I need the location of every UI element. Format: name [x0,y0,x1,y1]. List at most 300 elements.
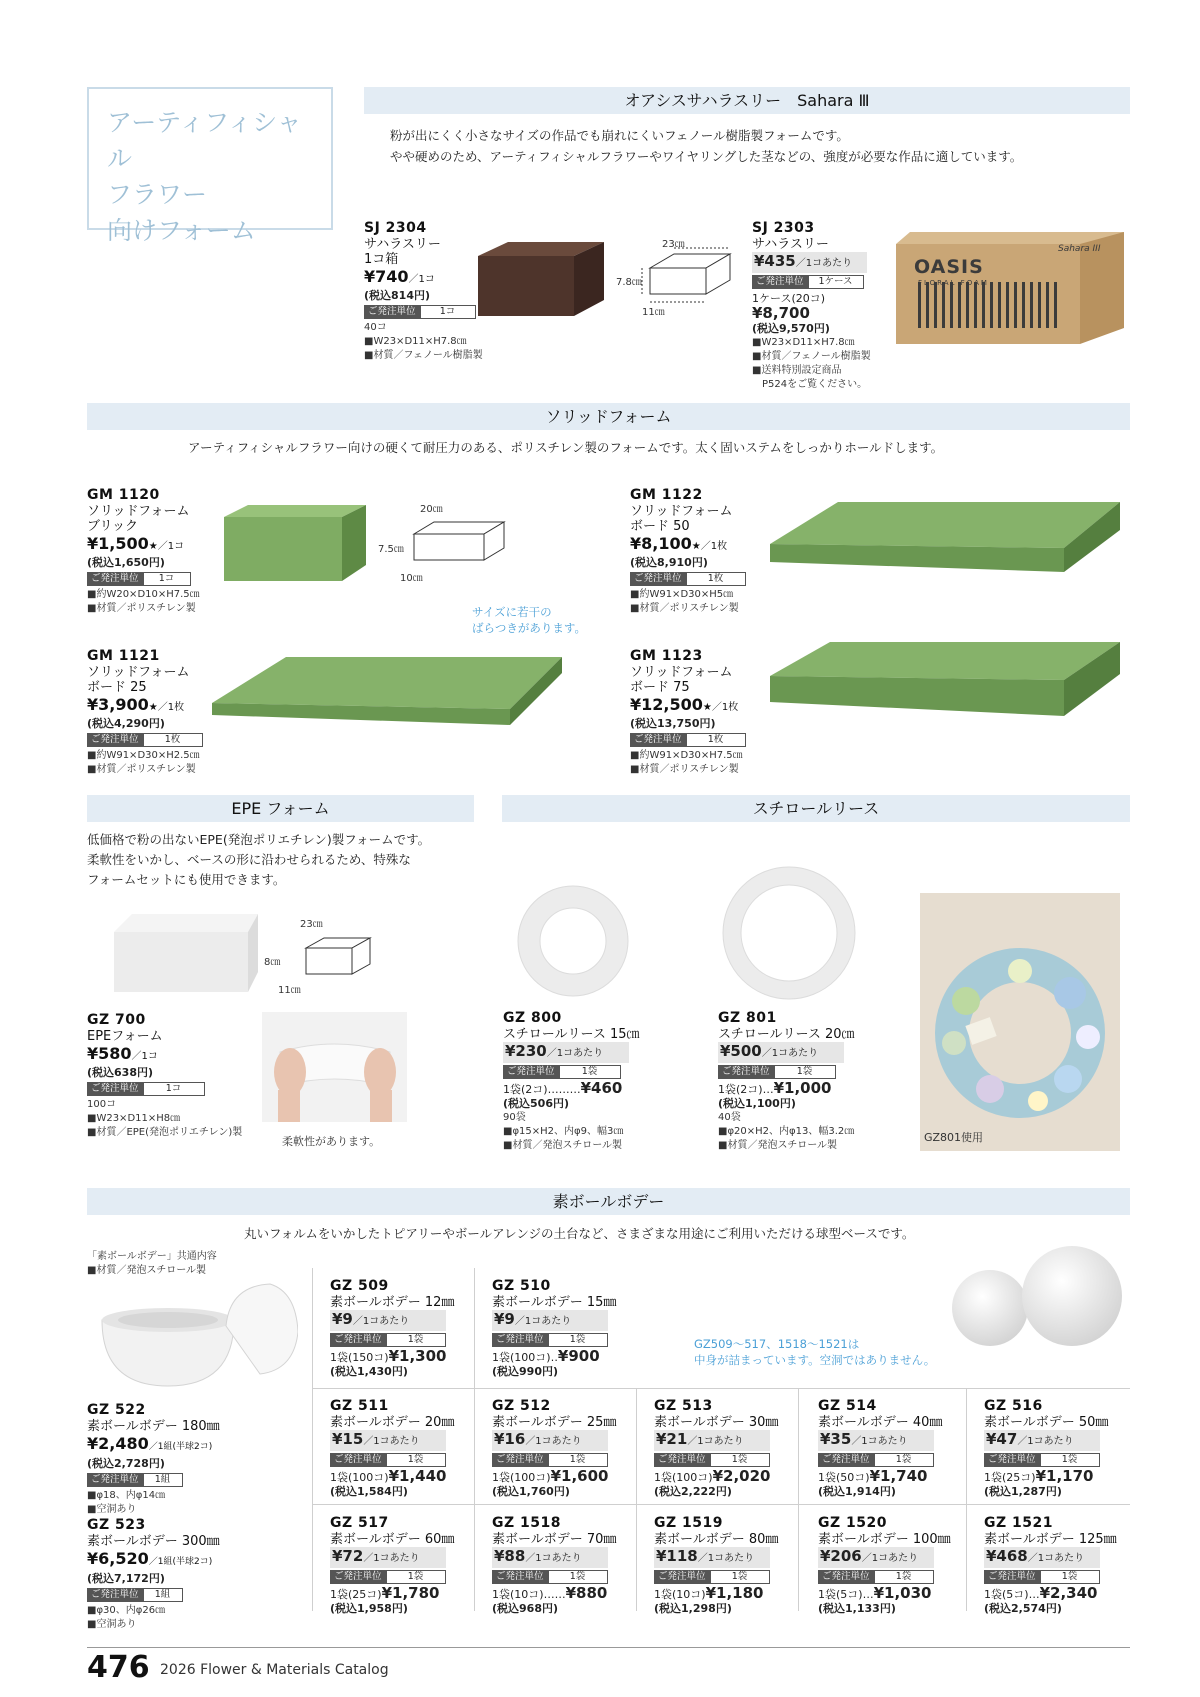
product-code: GM 1120 [87,487,160,503]
order-unit-label: ご発注単位 [752,275,808,289]
board75-foam-image [768,640,1124,745]
pack-label: 1袋(5コ)… [818,1588,874,1601]
product-name: 素ボールボデー 100㎜ [818,1532,951,1547]
product-name: スチロールリース 15㎝ [503,1027,640,1042]
product-name: 素ボールボデー 300㎜ [87,1534,220,1549]
product-price [330,1430,446,1451]
price-unit: ／1組(半球2コ) [148,1557,213,1567]
category-line-3: 向けフォーム [107,216,256,245]
section-header-epe: EPE フォーム [87,795,474,822]
order-unit-label: ご発注単位 [492,1453,548,1467]
pack-price-value: ¥1,440 [388,1467,447,1485]
product-name: EPEフォーム [87,1029,163,1044]
product-code: GZ 523 [87,1517,146,1533]
product-name: 素ボールボデー 15㎜ [492,1295,617,1310]
product-name: 素ボールボデー 60㎜ [330,1532,455,1547]
pack-price [818,1469,968,1485]
product-tax: (税込1,298円) [654,1602,732,1615]
dim-depth: 11㎝ [642,307,665,318]
product-spec-material: ■材質／フェノール樹脂製 [364,350,483,361]
order-unit-value: 1袋 [386,1453,446,1467]
order-unit [818,1453,968,1467]
order-unit [984,1453,1134,1467]
product-price [492,1430,608,1451]
price-unit: ／1コあたり [697,1553,755,1564]
order-unit [654,1453,804,1467]
pack-price [654,1586,804,1602]
price-value: ¥230 [505,1042,547,1060]
product-price [492,1310,608,1331]
case-price-value: ¥8,700 [752,304,810,322]
pack-price-value: ¥900 [557,1347,600,1365]
price-value: ¥9 [332,1310,353,1328]
price-unit: ／1枚 [157,702,185,713]
product-gz801 [718,1010,878,1153]
product-code: GZ 512 [492,1398,551,1414]
product-name: サハラスリー [364,237,441,252]
price-star: ★ [691,541,701,552]
order-unit [87,572,227,586]
price-value: ¥500 [720,1042,762,1060]
price-unit: ／1コあたり [1027,1553,1085,1564]
case-price [752,291,882,322]
dim-height: 8㎝ [264,957,281,968]
product-code: GM 1122 [630,487,703,503]
sahara-brick-image [470,240,610,320]
product-qty: 40コ [364,322,387,333]
product-tax: (税込638円) [87,1066,154,1079]
pack-price [330,1586,480,1602]
product-price [87,1549,237,1572]
ball-common-info [87,1250,217,1278]
product-gz522 [87,1402,237,1517]
size-variance-note-2: ばらつきがあります。 [472,621,586,635]
price-unit: ／1コあたり [363,1436,420,1447]
price-unit: ／1コ [157,541,185,552]
wreath-20-image [722,866,856,1000]
price-unit: ／1コあたり [525,1553,582,1564]
section-header-solid: ソリッドフォーム [87,403,1130,430]
order-unit-value: 1袋 [386,1570,446,1584]
order-unit-label: ご発注単位 [492,1570,548,1584]
ball-common-material: ■材質／発泡スチロール製 [87,1265,207,1276]
pack-label: 1袋(50コ) [818,1471,870,1484]
epe-intro [87,830,487,890]
pack-price [984,1586,1134,1602]
product-tax: (税込7,172円) [87,1572,165,1585]
product-tax: (税込1,760円) [492,1485,570,1498]
price-value: ¥580 [87,1044,132,1063]
order-unit-value: 1袋 [548,1570,608,1584]
order-unit-value: 1袋 [774,1065,836,1079]
price-value: ¥118 [656,1547,698,1565]
product-price [984,1430,1100,1451]
product-spec-material: ■材質／ポリスチレン製 [630,764,739,775]
product-sj2303 [752,220,882,392]
dim-height: 7.5㎝ [378,544,404,555]
order-unit-label: ご発注単位 [503,1065,559,1079]
pack-price [492,1586,642,1602]
box-subtitle: FLORAL FOAM [918,279,989,287]
price-unit: ／1コあたり [861,1553,919,1564]
product-spec-size: ■約W91×D30×H2.5㎝ [87,750,200,761]
product-name-2: 1コ箱 [364,252,399,267]
order-unit-label: ご発注単位 [330,1453,386,1467]
product-gz512 [492,1398,642,1499]
product-code: GZ 514 [818,1398,877,1414]
product-gz517 [330,1515,480,1616]
pack-price-value: ¥2,020 [712,1467,771,1485]
price-value: ¥3,900 [87,695,149,714]
order-unit-label: ご発注単位 [630,572,686,586]
price-value: ¥8,100 [630,534,692,553]
solid-intro: アーティフィシャルフラワー向けの硬くて耐圧力のある、ポリスチレン製のフォームです。太く固いステムをしっかりホールドします。 [188,440,944,455]
price-unit: ／1コあたり [795,258,853,269]
order-unit-label: ご発注単位 [364,305,420,319]
product-qty: 40袋 [718,1112,741,1123]
order-unit-value: 1袋 [548,1453,608,1467]
product-name: 素ボールボデー 40㎜ [818,1415,943,1430]
product-spec-size: ■約W20×D10×H7.5㎝ [87,589,200,600]
price-value: ¥6,520 [87,1549,149,1568]
product-price [87,695,227,717]
ball-intro: 丸いフォルムをいかしたトピアリーやボールアレンジの土台など、さまざまな用途にご利用いただける球型ベースです。 [244,1226,915,1241]
price-star: ★ [702,702,712,713]
order-unit [87,1082,257,1096]
pack-label: 1袋(100コ) [492,1471,551,1484]
product-qty: 90袋 [503,1112,526,1123]
product-gz1521 [984,1515,1134,1616]
product-tax: (税込1,133円) [818,1602,896,1615]
order-unit-label: ご発注単位 [87,1082,143,1096]
product-tax: (税込8,910円) [630,556,708,569]
order-unit-value: 1枚 [686,572,746,586]
order-unit [492,1570,642,1584]
order-unit-value: 1コ [420,305,476,319]
price-value: ¥16 [494,1430,526,1448]
product-code: GZ 700 [87,1012,146,1028]
order-unit-label: ご発注単位 [87,733,143,747]
product-spec-size: ■φ30、内φ26㎝ [87,1605,166,1616]
price-unit: ／1枚 [711,702,739,713]
price-unit: ／1コあたり [687,1436,744,1447]
footer-rule [87,1647,1130,1648]
order-unit [330,1333,480,1347]
product-spec-material: ■材質／ポリスチレン製 [630,603,739,614]
product-tax: (税込1,287円) [984,1485,1062,1498]
product-tax: (税込1,958円) [330,1602,408,1615]
board25-foam-image [210,655,566,751]
price-unit: ／1コあたり [352,1316,410,1327]
product-spec-material: ■材質／発泡スチロール製 [503,1140,623,1151]
product-spec-material: ■材質／フェノール樹脂製 [752,351,871,362]
product-spec-hollow: ■空洞あり [87,1504,137,1515]
product-price [818,1547,934,1568]
order-unit-label: ご発注単位 [87,572,143,586]
product-tax: (税込1,430円) [330,1365,408,1378]
product-gz510 [492,1278,642,1379]
sahara-intro [390,125,1130,167]
order-unit-label: ご発注単位 [818,1453,874,1467]
order-unit-label: ご発注単位 [654,1570,710,1584]
product-tax: (税込990円) [492,1365,559,1378]
product-price [630,534,770,556]
product-gz514 [818,1398,968,1499]
product-price [752,252,867,273]
order-unit [87,1588,237,1602]
order-unit-label: ご発注単位 [87,1588,143,1602]
product-gz1520 [818,1515,968,1616]
brick-foam-image [220,503,368,583]
hemisphere-ball-image [98,1282,298,1388]
price-unit: ／1コ [131,1051,158,1062]
order-unit-value: 1袋 [874,1453,934,1467]
order-unit-label: ご発注単位 [330,1333,386,1347]
order-unit-label: ご発注単位 [492,1333,548,1347]
product-price [87,1434,237,1457]
product-name: 素ボールボデー 20㎜ [330,1415,455,1430]
product-gz509 [330,1278,480,1379]
order-unit-label: ご発注単位 [984,1570,1040,1584]
product-tax: (税込1,914円) [818,1485,896,1498]
order-unit-value: 1袋 [559,1065,621,1079]
product-spec-hollow: ■空洞あり [87,1619,137,1630]
product-gz523 [87,1517,237,1632]
product-code: GZ 1521 [984,1515,1053,1531]
product-name: ソリッドフォーム [87,504,190,519]
product-price [87,534,227,556]
product-price [984,1547,1100,1568]
pack-price [492,1349,642,1365]
pack-price [718,1081,878,1097]
order-unit-value: 1袋 [710,1453,770,1467]
product-code: GZ 513 [654,1398,713,1414]
pack-price-value: ¥1,000 [773,1079,832,1097]
epe-foam-image [112,912,262,996]
price-value: ¥468 [986,1547,1028,1565]
product-code: GZ 1518 [492,1515,561,1531]
order-unit-value: 1コ [143,1082,205,1096]
size-variance-note [472,604,586,636]
pack-price-value: ¥1,300 [388,1347,447,1365]
price-unit: ／1コあたり [761,1048,819,1059]
product-spec-shipping: ■送料特別設定商品 [752,365,842,376]
pack-label: 1袋(10コ) [654,1588,706,1601]
product-spec-size: ■約W91×D30×H5㎝ [630,589,734,600]
product-price [718,1042,844,1063]
pack-label: 1袋(5コ)… [984,1588,1040,1601]
product-gz1519 [654,1515,804,1616]
product-price [630,695,770,717]
product-name: 素ボールボデー 50㎜ [984,1415,1109,1430]
dim-width: 23㎝ [662,239,685,250]
pack-price [654,1469,804,1485]
section-header-ball: 素ボールボデー [87,1188,1130,1215]
pack-price [818,1586,968,1602]
epe-flex-photo [262,1012,407,1122]
product-code: GZ 1520 [818,1515,887,1531]
product-tax: (税込2,222円) [654,1485,732,1498]
pack-price-value: ¥1,030 [873,1584,932,1602]
pack-price-value: ¥460 [580,1079,623,1097]
product-spec-size: ■W23×D11×H7.8㎝ [364,336,467,347]
product-price [330,1310,446,1331]
board50-foam-image [768,500,1124,605]
price-value: ¥35 [820,1430,852,1448]
epe-intro-3: フォームセットにも使用できます。 [87,872,286,887]
pack-price-value: ¥880 [565,1584,608,1602]
size-variance-note-1: サイズに若干の [472,605,552,619]
order-unit [330,1570,480,1584]
price-value: ¥21 [656,1430,688,1448]
product-price [654,1547,770,1568]
product-code: GM 1121 [87,648,160,664]
product-spec-size: ■W23×D11×H8㎝ [87,1113,181,1124]
price-value: ¥88 [494,1547,526,1565]
pack-price-value: ¥1,780 [381,1584,440,1602]
order-unit [654,1570,804,1584]
box-side-label: Sahara III [1058,244,1101,254]
dim-depth: 11㎝ [278,985,301,996]
product-name-2: ブリック [87,519,138,534]
wreath-15-image [517,885,629,997]
pack-label: 1袋(2コ)… [718,1083,774,1096]
product-spec-size: ■W23×D11×H7.8㎝ [752,337,855,348]
dim-height: 7.8㎝ [616,277,642,288]
product-gz511 [330,1398,480,1499]
solid-dimension-diagram [408,512,508,580]
order-unit-label: ご発注単位 [818,1570,874,1584]
pack-label: 1袋(25コ) [330,1588,382,1601]
product-tax: (税込2,728円) [87,1457,165,1470]
product-spec-size: ■φ15×H2、内φ9、幅3㎝ [503,1126,624,1137]
price-value: ¥740 [364,267,409,286]
order-unit [87,1473,237,1487]
product-code: GZ 801 [718,1010,777,1026]
product-spec-material: ■材質／ポリスチレン製 [87,764,196,775]
price-value: ¥9 [494,1310,515,1328]
price-star: ★ [148,702,158,713]
order-unit-label: ご発注単位 [87,1473,143,1487]
pack-price [984,1469,1134,1485]
order-unit [87,733,227,747]
order-unit [492,1333,642,1347]
pack-price-value: ¥1,170 [1035,1467,1094,1485]
pack-label: 1袋(150コ) [330,1351,389,1364]
product-gz516 [984,1398,1134,1499]
price-unit: ／1コあたり [363,1553,420,1564]
product-tax: (税込814円) [364,289,431,302]
order-unit [818,1570,968,1584]
product-gz700 [87,1012,257,1140]
pack-label: 1袋(25コ) [984,1471,1036,1484]
pack-label: 1袋(2コ)……… [503,1083,581,1096]
product-spec-material: ■材質／発泡スチロール製 [718,1140,838,1151]
product-code: GZ 509 [330,1278,389,1294]
order-unit [630,733,770,747]
product-gz1518 [492,1515,642,1616]
product-name: サハラスリー [752,237,829,252]
product-gm1121 [87,648,227,777]
epe-intro-1: 低価格で粉の出ないEPE(発泡ポリエチレン)製フォームです。 [87,832,431,847]
page-number: 476 [87,1650,150,1685]
pack-label: 1袋(100コ) [654,1471,713,1484]
order-unit [330,1453,480,1467]
order-unit-value: 1袋 [874,1570,934,1584]
product-name-2: ボード 50 [630,519,690,534]
product-name: 素ボールボデー 12㎜ [330,1295,455,1310]
product-tax: (税込9,570円) [752,322,830,335]
pack-label: 1袋(100コ) [330,1471,389,1484]
product-tax: (税込506円) [503,1097,570,1110]
price-star: ★ [148,541,158,552]
pack-price-value: ¥2,340 [1039,1584,1098,1602]
grid-divider [312,1268,313,1611]
category-line-2: フラワー [107,180,208,209]
product-gz513 [654,1398,804,1499]
wreath-photo-caption: GZ801使用 [924,1131,984,1144]
order-unit [630,572,770,586]
catalog-title: 2026 Flower & Materials Catalog [160,1662,389,1678]
price-value: ¥206 [820,1547,862,1565]
product-name-2: ボード 75 [630,680,690,695]
pack-price-value: ¥1,740 [869,1467,928,1485]
product-spec-size: ■φ20×H2、内φ13、幅3.2㎝ [718,1126,855,1137]
category-box [87,87,333,245]
price-value: ¥15 [332,1430,364,1448]
dim-depth: 10㎝ [400,573,423,584]
price-unit: ／1組(半球2コ) [148,1442,213,1452]
product-spec-page-ref: P524をご覧ください。 [752,379,868,390]
product-tax: (税込2,574円) [984,1602,1062,1615]
pack-label: 1袋(10コ)…… [492,1588,566,1601]
product-code: GZ 522 [87,1402,146,1418]
epe-flex-caption: 柔軟性があります。 [282,1135,381,1148]
product-tax: (税込13,750円) [630,717,716,730]
price-unit: ／1コあたり [851,1436,908,1447]
pack-label: 1袋(100コ)‥ [492,1351,558,1364]
section-header-wreath: スチロールリース [502,795,1130,822]
product-code: GZ 511 [330,1398,389,1414]
pack-price [330,1349,480,1365]
price-unit: ／1枚 [700,541,728,552]
ball-solid-note-1: GZ509～517、1518～1521は [694,1337,860,1351]
case-label: 1ケース(20コ) [752,292,826,305]
product-gz800 [503,1010,653,1153]
pack-price-value: ¥1,600 [550,1467,609,1485]
pack-price [330,1469,480,1485]
price-value: ¥2,480 [87,1434,149,1453]
product-gm1122 [630,487,770,616]
order-unit-value: 1袋 [386,1333,446,1347]
order-unit-value: 1枚 [143,733,203,747]
sahara-intro-1: 粉が出にくく小さなサイズの作品でも崩れにくいフェノール樹脂製フォームです。 [390,128,849,143]
order-unit-value: 1組 [143,1473,183,1487]
grid-divider [312,1388,1130,1389]
epe-dimension-diagram [296,930,376,992]
dim-width: 20㎝ [420,504,443,515]
product-price [503,1042,629,1063]
box-brand: OASIS [914,256,984,278]
order-unit-value: 1袋 [1040,1570,1100,1584]
price-unit: ／1コあたり [514,1316,572,1327]
product-name: ソリッドフォーム [630,504,733,519]
product-code: SJ 2303 [752,220,815,236]
product-name: スチロールリース 20㎝ [718,1027,855,1042]
product-tax: (税込1,650円) [87,556,165,569]
sahara-intro-2: やや硬めのため、アーティフィシャルフラワーやワイヤリングした茎などの、強度が必要な作品に適しています。 [390,149,1023,164]
order-unit-value: 1コ [143,572,191,586]
